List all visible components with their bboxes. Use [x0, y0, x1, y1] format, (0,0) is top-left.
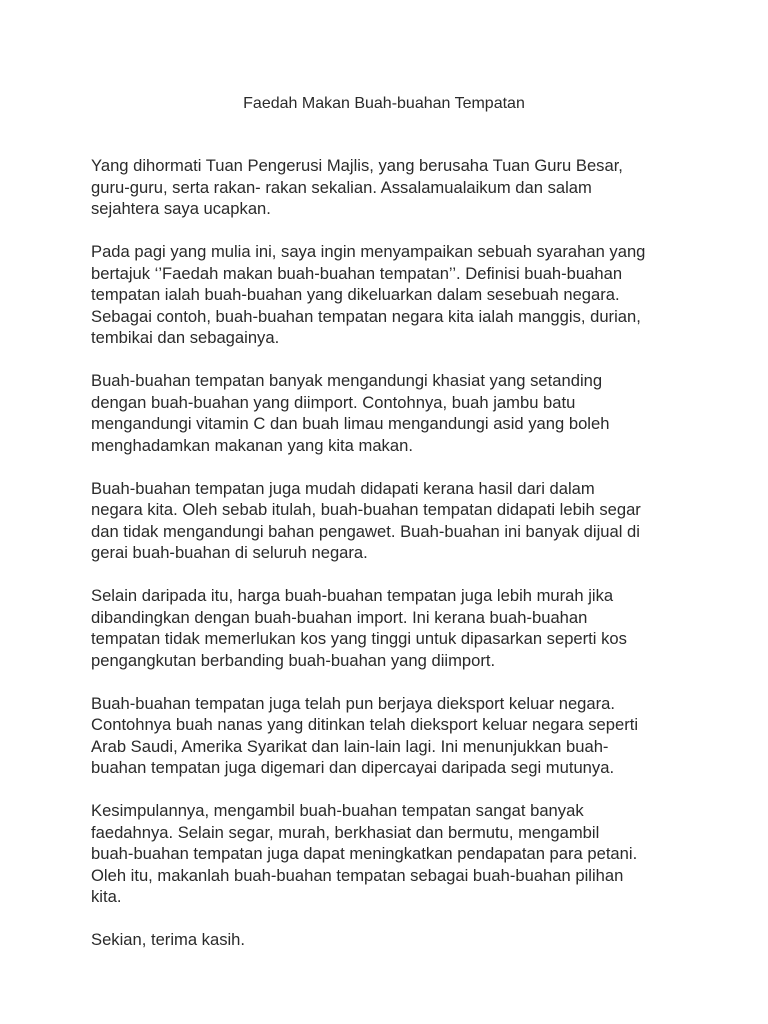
text-line: kita. — [91, 887, 122, 906]
document-body — [91, 155, 691, 972]
paragraph-closing — [91, 929, 691, 951]
document-title: Faedah Makan Buah-buahan Tempatan — [243, 95, 525, 112]
text-line: Oleh itu, makanlah buah-buahan tempatan sebagai buah-buahan pilihan — [91, 865, 624, 885]
paragraph-availability — [91, 478, 691, 564]
text-line: Yang dihormati Tuan Pengerusi Majlis, yang berusaha Tuan Guru Besar, — [91, 156, 623, 175]
text-line: gerai buah-buahan di seluruh negara. — [91, 543, 368, 562]
paragraph-conclusion — [91, 800, 691, 908]
text-line: Buah-buahan tempatan juga telah pun berjaya dieksport keluar negara. — [91, 693, 615, 713]
text-line: Selain daripada itu, harga buah-buahan tempatan juga lebih murah jika — [91, 586, 614, 605]
text-line: negara kita. Oleh sebab itulah, buah-buahan tempatan didapati lebih segar — [91, 500, 641, 519]
text-line: tembikai dan sebagainya. — [91, 328, 280, 347]
text-line: mengandungi vitamin C dan buah limau mengandungi asid yang boleh — [91, 414, 610, 433]
text-line: dengan buah-buahan yang diimport. Contohnya, buah jambu batu — [91, 392, 576, 412]
text-line: Arab Saudi, Amerika Syarikat dan lain-lain lagi. Ini menunjukkan buah- — [91, 736, 609, 756]
text-line: guru-guru, serta rakan- rakan sekalian. Assalamualaikum dan salam — [91, 177, 592, 197]
text-line: bertajuk ‘’Faedah makan buah-buahan tempatan’’. Definisi buah-buahan — [91, 263, 623, 283]
text-line: dan tidak mengandungi bahan pengawet. Buah-buahan ini banyak dijual di — [91, 521, 640, 541]
text-line: Buah-buahan tempatan banyak mengandungi khasiat yang setanding — [91, 371, 603, 390]
text-line: buah-buahan tempatan juga dapat meningkatkan pendapatan para petani. — [91, 844, 638, 863]
text-line: menghadamkan makanan yang kita makan. — [91, 435, 413, 455]
text-line: faedahnya. Selain segar, murah, berkhasiat dan bermutu, mengambil — [91, 822, 600, 842]
text-line: Sebagai contoh, buah-buahan tempatan negara kita ialah manggis, durian, — [91, 306, 641, 326]
text-line: Buah-buahan tempatan juga mudah didapati kerana hasil dari dalam — [91, 478, 595, 498]
paragraph-price — [91, 585, 691, 671]
paragraph-export — [91, 693, 691, 779]
text-line: Pada pagi yang mulia ini, saya ingin menyampaikan sebuah syarahan yang — [91, 242, 646, 261]
text-line: Contohnya buah nanas yang ditinkan telah dieksport keluar negara seperti — [91, 715, 639, 734]
text-line: Kesimpulannya, mengambil buah-buahan tempatan sangat banyak — [91, 801, 584, 820]
text-line: dibandingkan dengan buah-buahan import. Ini kerana buah-buahan — [91, 607, 588, 627]
text-line: Sekian, terima kasih. — [91, 930, 246, 949]
text-line: buahan tempatan juga digemari dan dipercayai daripada segi mutunya. — [91, 758, 615, 777]
text-line: pengangkutan berbanding buah-buahan yang diimport. — [91, 650, 496, 670]
paragraph-greeting — [91, 155, 691, 220]
paragraph-introduction — [91, 241, 691, 349]
text-line: tempatan ialah buah-buahan yang dikeluarkan dalam sesebuah negara. — [91, 285, 620, 304]
paragraph-nutrition — [91, 370, 691, 456]
text-line: sejahtera saya ucapkan. — [91, 199, 271, 218]
text-line: tempatan tidak memerlukan kos yang tinggi untuk dipasarkan seperti kos — [91, 629, 627, 648]
